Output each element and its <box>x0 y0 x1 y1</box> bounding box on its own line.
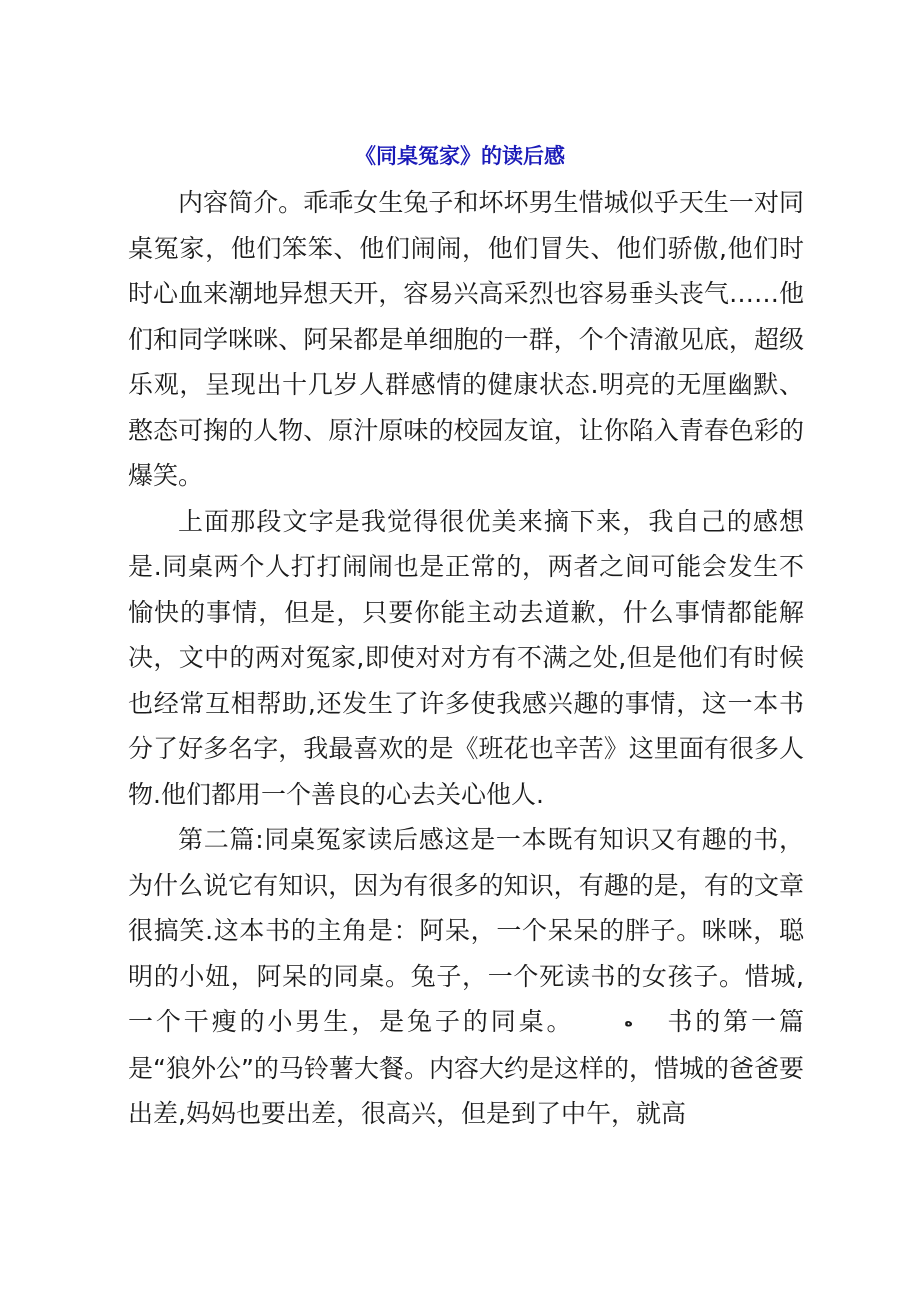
paragraph-second-review-text-a: 第二篇:同桌冤家读后感这是一本既有知识又有趣的书，为什么说它有知识，因为有很多的知识，有趣的是，有的文章很搞笑.这本书的主角是：阿呆，一个呆呆的胖子。咪咪，聪明的小妞，阿呆的同桌。兔子，一个死读书的女孩子。惜城,一个干瘦的小男生，是兔子的同桌。 <box>128 825 804 1036</box>
paragraph-reflection: 上面那段文字是我觉得很优美来摘下来，我自己的感想是.同桌两个人打打闹闹也是正常的，两者之间可能会发生不愉快的事情，但是，只要你能主动去道歉，什么事情都能解决，文中的两对冤家,即使对对方有不满之处,但是他们有时候也经常互相帮助,还发生了许多使我感兴趣的事情，这一本书分了好多名字，我最喜欢的是《班花也辛苦》这里面有很多人物.他们都用一个善良的心去关心他人. <box>128 506 804 809</box>
paragraph-second-review-text-b: 书的第一篇是“狼外公”的马铃薯大餐。内容大约是这样的，惜城的爸爸要出差,妈妈也要出差，很高兴，但是到了中午，就高 <box>128 1007 804 1129</box>
paragraph-second-review <box>128 817 804 1137</box>
document-title: 《同桌冤家》的读后感 <box>355 144 565 168</box>
paragraph-introduction: 内容简介。乖乖女生兔子和坏坏男生惜城似乎天生一对同桌冤家，他们笨笨、他们闹闹，他们冒失、他们骄傲,他们时时心血来潮地异想天开，容易兴高采烈也容易垂头丧气……他们和同学咪咪、阿呆都是单细胞的一群，个个清澈见底，超级乐观，呈现出十几岁人群感情的健康状态.明亮的无厘幽默、憨态可掬的人物、原汁原味的校园友谊，让你陷入青春色彩的爆笑。 <box>128 188 804 490</box>
stray-mark-glyph: ه <box>624 1014 633 1031</box>
document-body <box>128 180 804 1137</box>
